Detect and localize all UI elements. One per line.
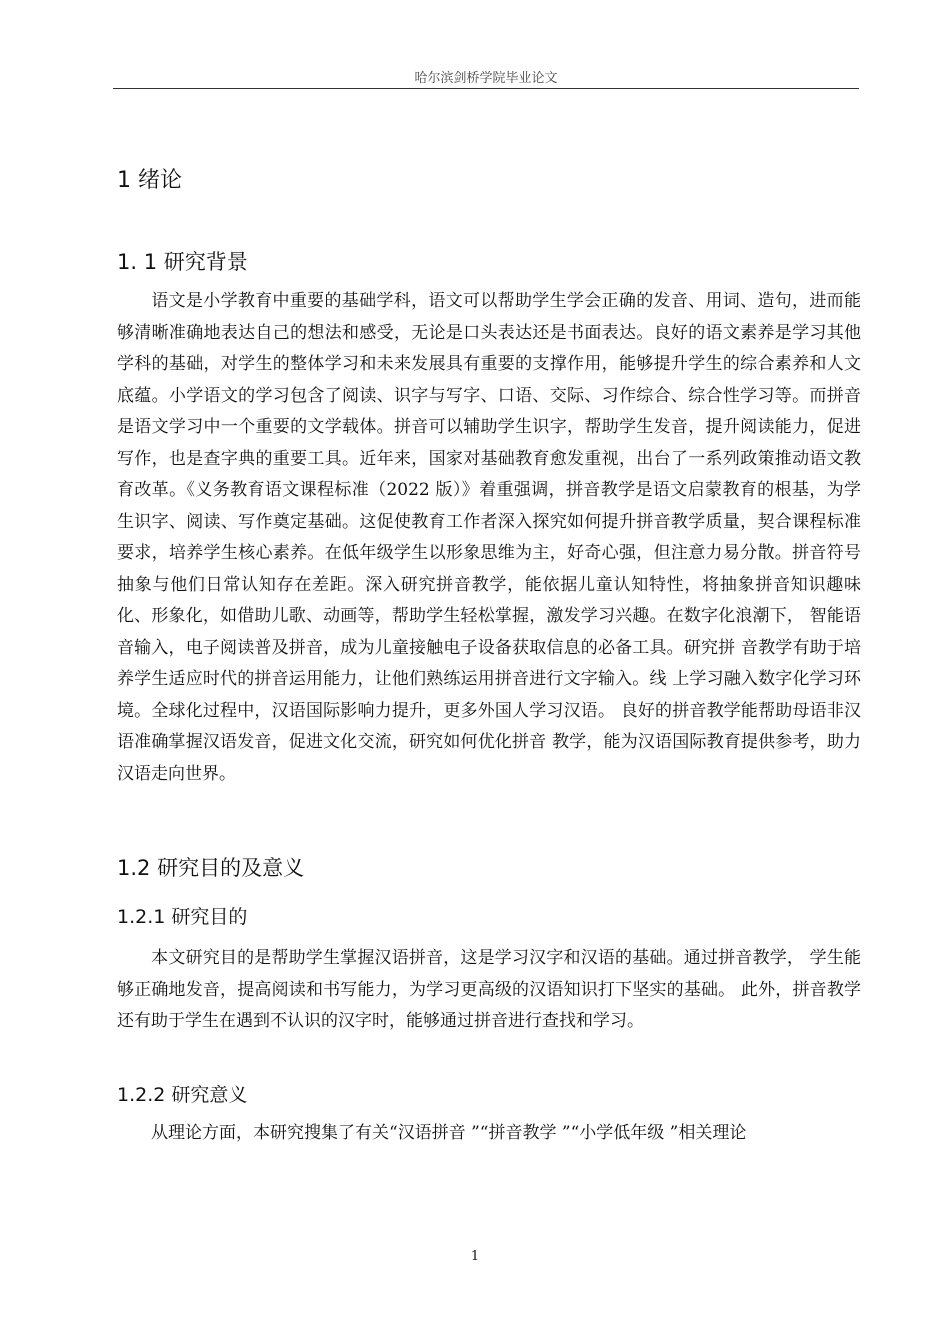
paragraph-significance-text: 从理论方面，本研究搜集了有关“汉语拼音 ”“拼音教学 ”“小学低年级 ”相关理论 [151, 1123, 747, 1143]
header-rule [113, 88, 859, 89]
section-heading-1-2-1: 1.2.1 研究目的 [117, 906, 248, 928]
paragraph-purpose [117, 943, 861, 1038]
chapter-heading: 1 绪论 [117, 168, 182, 193]
page-number: 1 [470, 1249, 480, 1264]
section-heading-1-2: 1.2 研究目的及意义 [117, 856, 305, 880]
section-heading-1-2-2: 1.2.2 研究意义 [117, 1084, 248, 1106]
paragraph-significance [117, 1122, 861, 1144]
paragraph-purpose-text: 本文研究目的是帮助学生掌握汉语拼音，这是学习汉字和汉语的基础。通过拼音教学， 学生能够正确地发音，提高阅读和书写能力，为学习更高级的汉语知识打下坚实的基础。 此外，拼音教学还有助于学生在遇到不认识的汉字时，能够通过拼音进行查找和学习。 [117, 948, 861, 1031]
running-header: 哈尔滨剑桥学院毕业论文 [414, 71, 558, 86]
section-heading-1-1: 1. 1 研究背景 [117, 250, 248, 274]
paragraph-background [117, 286, 861, 790]
paragraph-background-text: 语文是小学教育中重要的基础学科，语文可以帮助学生学会正确的发音、用词、造句，进而能够清晰准确地表达自己的想法和感受，无论是口头表达还是书面表达。良好的语文素养是学习其他学科的基础，对学生的整体学习和未来发展具有重要的支撑作用，能够提升学生的综合素养和人文底蕴。小学语文的学习包含了阅读、识字与写字、口语、交际、习作综合、综合性学习等。而拼音是语文学习中一个重要的文学载体。拼音可以辅助学生识字，帮助学生发音，提升阅读能力，促进写作，也是查字典的重要工具。近年来，国家对基础教育愈发重视，出台了一系列政策推动语文教育改革。《义务教育语文课程标准（2022 版）》着重强调，拼音教学是语文启蒙教育的根基，为学生识字、阅读、写作奠定基础。这促使教育工作者深入探究如何提升拼音教学质量，契合课程标准要求，培养学生核心素养。在低年级学生以形象思维为主，好奇心强，但注意力易分散。拼音符号抽象与他们日常认知存在差距。深入研究拼音教学，能依据儿童认知特性，将抽象拼音知识趣味化、形象化，如借助儿歌、动画等，帮助学生轻松掌握，激发学习兴趣。在数字化浪潮下， 智能语音输入，电子阅读普及拼音，成为儿童接触电子设备获取信息的必备工具。研究拼 音教学有助于培养学生适应时代的拼音运用能力，让他们熟练运用拼音进行文字输入。线 上学习融入数字化学习环境。全球化过程中，汉语国际影响力提升，更多外国人学习汉语。 良好的拼音教学能帮助母语非汉语准确掌握汉语发音，促进文化交流，研究如何优化拼音 教学，能为汉语国际教育提供参考，助力汉语走向世界。 [117, 291, 861, 784]
